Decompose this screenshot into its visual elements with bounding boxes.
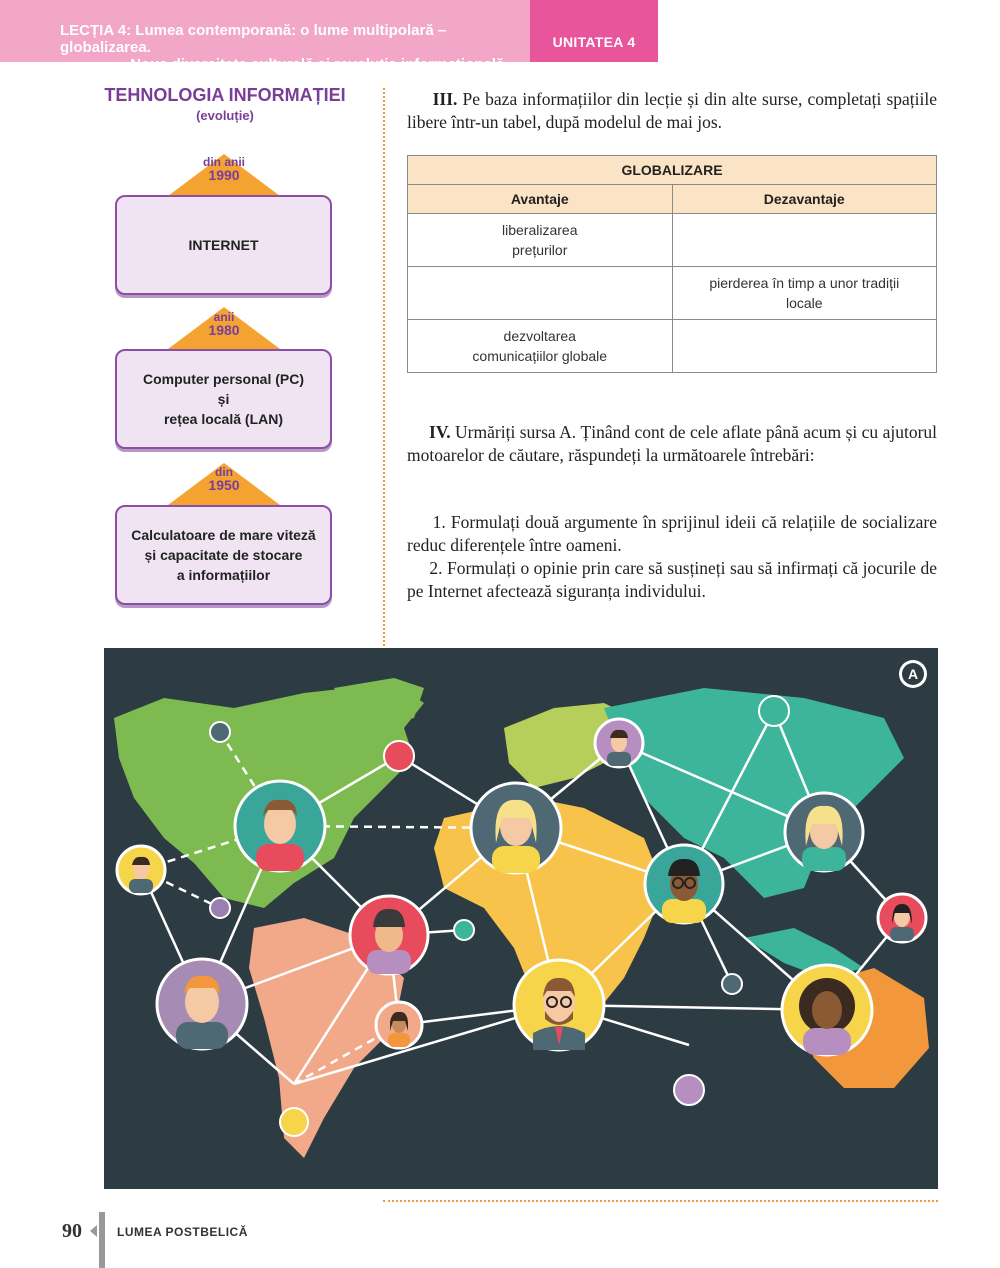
stage-box-pc-lan bbox=[115, 349, 332, 449]
period-label-1980 bbox=[168, 311, 280, 337]
stage-box-internet bbox=[115, 195, 332, 295]
node-dot bbox=[384, 741, 414, 771]
task-3 bbox=[407, 88, 937, 134]
table-cell bbox=[672, 214, 937, 267]
unit-band bbox=[530, 0, 658, 62]
avatar-node bbox=[376, 1002, 422, 1048]
lesson-title bbox=[60, 22, 530, 73]
avatar-node bbox=[471, 783, 561, 873]
avatar-node bbox=[514, 960, 604, 1050]
task-text: Pe baza informațiilor din lecție și din alte surse, completați spațiile libere într-un tabel, după modelul de mai jos. bbox=[407, 89, 938, 132]
table-row bbox=[408, 267, 937, 320]
table-cell: liberalizarea prețurilor bbox=[408, 214, 673, 267]
node-dot bbox=[210, 898, 230, 918]
lesson-title-line1: LECȚIA 4: Lumea contemporană: o lume multipolară – globalizarea. bbox=[60, 22, 447, 56]
node-dot bbox=[674, 1075, 704, 1105]
question-text: 2. Formulați o opinie prin care să susțineți sau să infirmați că jocurile de pe Internet afectează siguranța individului. bbox=[407, 558, 938, 601]
node-dot bbox=[722, 974, 742, 994]
source-a-world-network-illustration bbox=[104, 648, 938, 1189]
node-dot bbox=[280, 1108, 308, 1136]
evolution-subtitle: (evoluție) bbox=[196, 108, 254, 123]
table-row bbox=[408, 320, 937, 373]
bottom-divider bbox=[383, 1200, 938, 1202]
node-dot bbox=[454, 920, 474, 940]
table-cell: pierderea în timp a unor tradiții locale bbox=[672, 267, 937, 320]
lesson-title-line2: Noua diversitate culturală și revoluția informațională bbox=[130, 56, 505, 73]
avatar-node bbox=[595, 719, 643, 767]
table-cell bbox=[672, 320, 937, 373]
question-text: 1. Formulați două argumente în sprijinul ideii că relațiile de socializare reduc diferențele între oameni. bbox=[407, 512, 938, 555]
book-title: LUMEA POSTBELICĂ bbox=[117, 1225, 248, 1239]
avatar-node bbox=[782, 965, 872, 1055]
period-year: 1990 bbox=[208, 167, 240, 183]
avatar-node bbox=[117, 846, 165, 894]
task-number: IV. bbox=[429, 422, 451, 442]
avatar-node bbox=[878, 894, 926, 942]
avatar-node bbox=[645, 845, 723, 923]
period-prefix: anii bbox=[213, 310, 235, 324]
table-cell bbox=[408, 267, 673, 320]
node-dot bbox=[759, 696, 789, 726]
column-header-disadvantages: Dezavantaje bbox=[672, 185, 937, 214]
unit-label: UNITATEA 4 bbox=[552, 34, 636, 50]
question-2 bbox=[407, 557, 937, 603]
world-map-network bbox=[104, 648, 938, 1189]
avatar-node bbox=[235, 781, 325, 871]
avatar-node bbox=[157, 959, 247, 1049]
stage-label-line: Computer personal (PC) bbox=[142, 371, 304, 387]
source-label: A bbox=[907, 666, 919, 682]
stage-label-line: rețea locală (LAN) bbox=[163, 411, 284, 427]
stage-label: INTERNET bbox=[188, 237, 259, 253]
globalization-table bbox=[407, 155, 937, 373]
question-1 bbox=[407, 511, 937, 557]
evolution-title: TEHNOLOGIA INFORMAȚIEI bbox=[104, 85, 346, 105]
period-year: 1950 bbox=[208, 477, 240, 493]
table-row bbox=[408, 214, 937, 267]
task-text: Urmăriți sursa A. Ținând cont de cele aflate până acum și cu ajutorul motoarelor de căutare, răspundeți la următoarele întrebări: bbox=[407, 422, 938, 465]
stage-box-mainframe bbox=[115, 505, 332, 605]
page-number: 90 bbox=[62, 1220, 82, 1242]
period-prefix: din anii bbox=[203, 155, 245, 169]
period-label-1990 bbox=[168, 156, 280, 182]
task-number: III. bbox=[432, 89, 458, 109]
period-year: 1980 bbox=[208, 322, 240, 338]
table-cell: dezvoltarea comunicațiilor globale bbox=[408, 320, 673, 373]
column-header-advantages: Avantaje bbox=[408, 185, 673, 214]
stage-label-line: Calculatoare de mare viteză bbox=[131, 527, 316, 543]
avatar-node bbox=[350, 896, 428, 974]
stage-label-line: și capacitate de stocare bbox=[144, 547, 303, 563]
footer-bar bbox=[99, 1212, 105, 1268]
stage-label-line: a informațiilor bbox=[176, 567, 271, 583]
node-dot bbox=[210, 722, 230, 742]
table-title: GLOBALIZARE bbox=[408, 156, 937, 185]
stage-label-line: și bbox=[217, 391, 230, 407]
page-arrow-icon bbox=[90, 1225, 97, 1237]
source-badge bbox=[899, 660, 927, 688]
avatar-node bbox=[785, 793, 863, 871]
period-prefix: din bbox=[215, 465, 233, 479]
period-label-1950 bbox=[168, 466, 280, 492]
column-divider bbox=[383, 88, 385, 650]
task-4 bbox=[407, 421, 937, 467]
